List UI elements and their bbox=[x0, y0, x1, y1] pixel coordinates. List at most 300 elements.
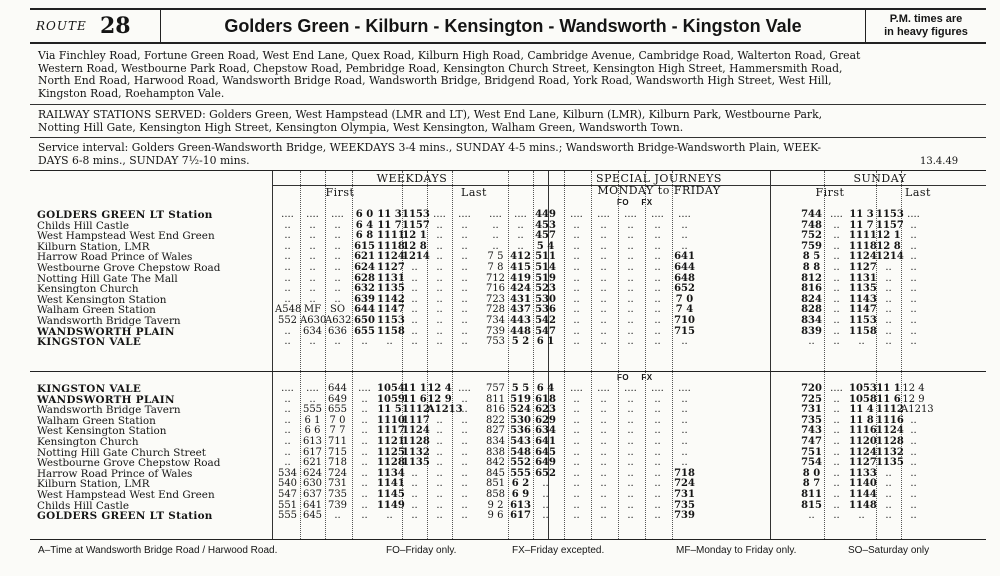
time-cell: 412 bbox=[510, 251, 531, 263]
time-cell: .. bbox=[627, 510, 634, 522]
time-cell: .. bbox=[436, 336, 443, 348]
time-cell: 641 bbox=[302, 499, 323, 511]
time-cell: .. bbox=[461, 262, 468, 273]
time-cell: A1213 bbox=[427, 404, 463, 416]
time-cell: 547 bbox=[277, 489, 298, 500]
time-cell: .. bbox=[600, 325, 607, 337]
time-cell: 552 bbox=[277, 315, 298, 326]
time-cell: 1157 bbox=[402, 219, 430, 231]
time-cell: 1111 bbox=[849, 230, 877, 242]
time-cell: .. bbox=[361, 436, 368, 447]
time-cell: .. bbox=[681, 230, 688, 242]
time-cell: 534 bbox=[277, 467, 298, 479]
time-cell: .. bbox=[627, 272, 634, 284]
time-cell: .. bbox=[309, 262, 316, 273]
time-cell: .. bbox=[627, 315, 634, 326]
time-cell: MF bbox=[303, 304, 322, 316]
time-cell: .. bbox=[833, 230, 840, 242]
service-interval: Service interval: Golders Green-Wandsworth Bridge, WEEKDAYS 3-4 mins., SUNDAY 4-5 mins.; Wandsworth Bridge-Wandsworth Plain, WEEK- DAYS 6-8 mins., SUNDAY 7½-10 mins. bbox=[38, 141, 822, 167]
station-name: Wandsworth Bridge Tavern bbox=[37, 404, 181, 417]
time-cell: .. bbox=[309, 393, 316, 405]
time-cell: 851 bbox=[485, 478, 506, 490]
time-cell: .. bbox=[284, 436, 291, 447]
time-cell: .. bbox=[461, 425, 468, 437]
time-cell: 816 bbox=[801, 283, 822, 295]
time-cell: 7 0 bbox=[329, 414, 346, 426]
time-cell: .. bbox=[627, 262, 634, 273]
time-cell: .. bbox=[284, 414, 291, 426]
fo-label-return: FO bbox=[616, 373, 630, 382]
time-cell: 1132 bbox=[402, 446, 430, 458]
time-cell: 1127 bbox=[377, 262, 405, 273]
time-cell: 641 bbox=[674, 251, 695, 263]
time-cell: 1140 bbox=[849, 478, 877, 490]
time-cell: 739 bbox=[485, 325, 506, 337]
time-cell: 824 bbox=[801, 293, 822, 305]
time-cell: 1124 bbox=[849, 251, 877, 263]
time-cell: 752 bbox=[801, 230, 822, 242]
time-cell: 7 7 bbox=[329, 425, 346, 437]
time-cell: .. bbox=[361, 499, 368, 511]
time-cell: 1144 bbox=[849, 489, 877, 500]
time-cell: .. bbox=[411, 325, 418, 337]
time-cell: .. bbox=[411, 489, 418, 500]
station-name: Notting Hill Gate Church Street bbox=[37, 446, 206, 459]
time-cell: 757 bbox=[485, 383, 506, 394]
time-cell: 649 bbox=[535, 457, 556, 469]
time-cell: 1145 bbox=[377, 489, 405, 500]
time-cell: .. bbox=[573, 446, 580, 458]
time-cell: .. bbox=[833, 393, 840, 405]
time-cell: .. bbox=[436, 304, 443, 316]
time-cell: .. bbox=[573, 393, 580, 405]
time-cell: 623 bbox=[535, 404, 556, 416]
time-cell: .. bbox=[334, 510, 341, 522]
sunday-heading: SUNDAY bbox=[853, 172, 907, 185]
time-cell: .. bbox=[411, 293, 418, 305]
time-cell: 621 bbox=[302, 457, 323, 469]
time-cell: .. bbox=[284, 446, 291, 458]
time-cell: 716 bbox=[485, 283, 506, 295]
time-cell: .. bbox=[654, 425, 661, 437]
time-cell: 735 bbox=[801, 414, 822, 426]
footnote-fx: FX–Friday excepted. bbox=[512, 545, 605, 556]
time-cell: .... bbox=[306, 383, 319, 394]
time-cell: 1112 bbox=[876, 404, 904, 416]
time-cell: 641 bbox=[535, 436, 556, 447]
time-cell: 1158 bbox=[849, 325, 877, 337]
time-cell: .. bbox=[654, 467, 661, 479]
time-cell: .. bbox=[654, 262, 661, 273]
time-cell: .. bbox=[833, 336, 840, 348]
time-cell: .. bbox=[600, 478, 607, 490]
time-cell: 731 bbox=[801, 404, 822, 416]
time-cell: 11 7 bbox=[849, 219, 874, 231]
time-cell: .. bbox=[461, 251, 468, 263]
time-cell: 1118 bbox=[377, 240, 405, 252]
time-cell: .. bbox=[461, 272, 468, 284]
time-cell: .. bbox=[334, 262, 341, 273]
time-cell: .. bbox=[334, 272, 341, 284]
time-cell: .. bbox=[284, 240, 291, 252]
time-cell: 11 6 bbox=[402, 393, 427, 405]
time-cell: .. bbox=[542, 510, 549, 522]
time-cell: .. bbox=[436, 293, 443, 305]
time-cell: .. bbox=[627, 436, 634, 447]
time-cell: .. bbox=[910, 510, 917, 522]
time-cell: .. bbox=[654, 240, 661, 252]
time-cell: .. bbox=[885, 336, 892, 348]
time-cell: .. bbox=[885, 293, 892, 305]
time-cell: .. bbox=[411, 262, 418, 273]
time-cell: .... bbox=[281, 383, 294, 394]
time-cell: .. bbox=[654, 336, 661, 348]
time-cell: .. bbox=[573, 230, 580, 242]
first-heading: First bbox=[325, 186, 355, 199]
time-cell: .. bbox=[600, 393, 607, 405]
time-cell: .. bbox=[833, 478, 840, 490]
time-cell: .. bbox=[910, 251, 917, 263]
time-cell: .. bbox=[461, 325, 468, 337]
time-cell: 652 bbox=[674, 283, 695, 295]
pm-note: P.M. times are in heavy figures bbox=[884, 13, 968, 38]
time-cell: .. bbox=[573, 336, 580, 348]
time-cell: .. bbox=[833, 262, 840, 273]
time-cell: .. bbox=[833, 325, 840, 337]
time-cell: 9 6 bbox=[487, 510, 504, 522]
time-cell: .. bbox=[436, 240, 443, 252]
time-cell: 655 bbox=[354, 325, 375, 337]
station-name: West Hampstead West End Green bbox=[37, 230, 215, 243]
time-cell: 1153 bbox=[377, 315, 405, 326]
time-cell: 617 bbox=[302, 446, 323, 458]
time-cell: .... bbox=[433, 209, 446, 220]
fo-label: FO bbox=[616, 198, 630, 207]
time-cell: .... bbox=[597, 383, 610, 394]
footnote-fo: FO–Friday only. bbox=[386, 545, 457, 556]
time-cell: .. bbox=[573, 467, 580, 479]
time-cell: 530 bbox=[535, 293, 556, 305]
time-cell: .. bbox=[885, 272, 892, 284]
time-cell: .. bbox=[600, 425, 607, 437]
time-cell: 617 bbox=[510, 510, 531, 522]
time-cell: 453 bbox=[535, 219, 556, 231]
time-cell: .. bbox=[573, 293, 580, 305]
time-cell: 5 4 bbox=[536, 240, 555, 252]
time-cell: 415 bbox=[510, 262, 531, 273]
time-cell: .. bbox=[461, 393, 468, 405]
station-name: KINGSTON VALE bbox=[37, 383, 142, 395]
time-cell: .... bbox=[514, 209, 527, 220]
time-cell: .. bbox=[885, 304, 892, 316]
time-cell: .. bbox=[627, 251, 634, 263]
time-cell: 652 bbox=[535, 467, 556, 479]
time-cell: 1135 bbox=[849, 283, 877, 295]
time-cell: 710 bbox=[674, 315, 695, 326]
time-cell: .. bbox=[600, 230, 607, 242]
time-cell: 540 bbox=[277, 478, 298, 490]
time-cell: .... bbox=[678, 209, 691, 220]
time-cell: .. bbox=[910, 336, 917, 348]
time-cell: .. bbox=[627, 240, 634, 252]
time-cell: .... bbox=[358, 383, 371, 394]
time-cell: .. bbox=[573, 457, 580, 469]
time-cell: .. bbox=[627, 219, 634, 231]
time-cell: 812 bbox=[801, 272, 822, 284]
time-cell: .. bbox=[885, 325, 892, 337]
time-cell: 11 4 bbox=[849, 404, 874, 416]
time-cell: .. bbox=[436, 457, 443, 469]
time-cell: 827 bbox=[485, 425, 506, 437]
time-cell: 11 7 bbox=[377, 219, 402, 231]
station-name: GOLDERS GREEN LT Station bbox=[37, 510, 213, 523]
route-header bbox=[30, 8, 986, 44]
time-cell: 1135 bbox=[876, 457, 904, 469]
time-cell: 618 bbox=[535, 393, 556, 405]
time-cell: .. bbox=[461, 240, 468, 252]
time-cell: .. bbox=[517, 219, 524, 231]
time-cell: .. bbox=[284, 293, 291, 305]
sunday-last-heading: Last bbox=[905, 186, 931, 199]
time-cell: .. bbox=[654, 404, 661, 416]
time-cell: .. bbox=[833, 240, 840, 252]
time-cell: 519 bbox=[510, 393, 531, 405]
time-cell: .. bbox=[284, 272, 291, 284]
time-cell: 11 6 bbox=[876, 393, 901, 405]
time-cell: 1125 bbox=[377, 446, 405, 458]
time-cell: 6 1 bbox=[304, 414, 321, 426]
time-cell: .. bbox=[681, 393, 688, 405]
time-cell: .... bbox=[830, 383, 843, 394]
time-cell: .. bbox=[681, 414, 688, 426]
time-cell: .. bbox=[910, 325, 917, 337]
time-cell: 443 bbox=[510, 315, 531, 326]
time-cell: 530 bbox=[510, 414, 531, 426]
station-name: Wandsworth Bridge Tavern bbox=[37, 315, 181, 327]
time-cell: 828 bbox=[801, 304, 822, 316]
time-cell: .. bbox=[910, 283, 917, 295]
time-cell: 1124 bbox=[402, 425, 430, 437]
time-cell: 1110 bbox=[377, 414, 405, 426]
time-cell: .. bbox=[573, 251, 580, 263]
time-cell: 725 bbox=[801, 393, 822, 405]
time-cell: .. bbox=[411, 315, 418, 326]
time-cell: 613 bbox=[302, 436, 323, 447]
time-cell: .. bbox=[573, 499, 580, 511]
time-cell: .. bbox=[627, 325, 634, 337]
time-cell: 1120 bbox=[849, 436, 877, 447]
time-cell: 1135 bbox=[377, 283, 405, 295]
time-cell: 1214 bbox=[402, 251, 430, 263]
time-cell: .. bbox=[910, 304, 917, 316]
time-cell: .. bbox=[910, 315, 917, 326]
divider bbox=[30, 104, 986, 105]
time-cell: 842 bbox=[485, 457, 506, 469]
time-cell: .. bbox=[833, 293, 840, 305]
time-cell: .. bbox=[461, 293, 468, 305]
time-cell: .. bbox=[411, 336, 418, 348]
time-cell: 11 8 bbox=[849, 414, 874, 426]
time-cell: 11 3 bbox=[849, 209, 874, 220]
time-cell: .. bbox=[858, 336, 865, 348]
time-cell: 543 bbox=[510, 436, 531, 447]
time-cell: .. bbox=[600, 510, 607, 522]
time-cell: .. bbox=[334, 336, 341, 348]
station-name: KINGSTON VALE bbox=[37, 336, 142, 349]
time-cell: 524 bbox=[510, 404, 531, 416]
time-cell: .. bbox=[627, 230, 634, 242]
time-cell: .. bbox=[436, 325, 443, 337]
time-cell: .. bbox=[461, 304, 468, 316]
time-cell: .. bbox=[436, 414, 443, 426]
time-cell: A630 bbox=[300, 315, 327, 326]
station-name: Kensington Church bbox=[37, 436, 139, 448]
time-cell: .. bbox=[681, 436, 688, 447]
time-cell: .. bbox=[910, 436, 917, 447]
time-cell: 555 bbox=[302, 404, 323, 416]
fx-label: FX bbox=[641, 198, 653, 207]
time-cell: 1158 bbox=[377, 325, 405, 337]
time-cell: .. bbox=[885, 510, 892, 522]
time-cell: .. bbox=[361, 489, 368, 500]
time-cell: 1135 bbox=[402, 457, 430, 469]
time-cell: .. bbox=[681, 219, 688, 231]
time-cell: .. bbox=[411, 510, 418, 522]
time-cell: 555 bbox=[277, 510, 298, 522]
time-cell: .. bbox=[833, 457, 840, 469]
time-cell: 735 bbox=[674, 499, 695, 511]
station-name: Harrow Road Prince of Wales bbox=[37, 251, 193, 264]
time-cell: 1131 bbox=[849, 272, 877, 284]
time-cell: 8 8 bbox=[802, 262, 821, 273]
time-cell: 655 bbox=[327, 404, 348, 416]
time-cell: 11 5 bbox=[377, 404, 402, 416]
time-cell: .. bbox=[542, 489, 549, 500]
station-name: Kilburn Station, LMR bbox=[37, 240, 150, 253]
time-cell: .. bbox=[681, 425, 688, 437]
time-cell: 838 bbox=[485, 446, 506, 458]
time-cell: .. bbox=[573, 436, 580, 447]
time-cell: .. bbox=[627, 393, 634, 405]
time-cell: .. bbox=[461, 230, 468, 242]
time-cell: 12 9 bbox=[427, 393, 452, 405]
time-cell: .. bbox=[461, 336, 468, 348]
time-cell: 712 bbox=[485, 272, 506, 284]
time-cell: 5 5 bbox=[511, 383, 530, 394]
time-cell: .. bbox=[833, 467, 840, 479]
time-cell: .. bbox=[309, 240, 316, 252]
time-cell: .. bbox=[910, 489, 917, 500]
time-cell: .. bbox=[858, 510, 865, 522]
time-cell: .. bbox=[284, 283, 291, 295]
time-cell: .. bbox=[309, 283, 316, 295]
time-cell: .. bbox=[436, 262, 443, 273]
time-cell: .. bbox=[411, 478, 418, 490]
column-rule bbox=[770, 171, 771, 539]
time-cell: 748 bbox=[801, 219, 822, 231]
time-cell: .. bbox=[627, 304, 634, 316]
time-cell: 718 bbox=[327, 457, 348, 469]
route-title: Golders Green - Kilburn - Kensington - Wandsworth - Kingston Vale bbox=[160, 10, 866, 42]
time-cell: .. bbox=[885, 262, 892, 273]
time-cell: 1124 bbox=[377, 251, 405, 263]
time-cell: .. bbox=[654, 251, 661, 263]
time-cell: 1053 bbox=[849, 383, 877, 394]
time-cell: .. bbox=[461, 283, 468, 295]
time-cell: 621 bbox=[354, 251, 375, 263]
time-cell: .. bbox=[542, 478, 549, 490]
time-cell: 449 bbox=[535, 209, 556, 220]
time-cell: .. bbox=[411, 272, 418, 284]
footnote-mf: MF–Monday to Friday only. bbox=[676, 545, 797, 556]
time-cell: .. bbox=[600, 315, 607, 326]
time-cell: 6 6 bbox=[304, 425, 321, 437]
time-cell: .... bbox=[624, 209, 637, 220]
time-cell: .. bbox=[361, 404, 368, 416]
time-cell: .. bbox=[436, 489, 443, 500]
time-cell: .. bbox=[910, 478, 917, 490]
time-cell: .. bbox=[573, 425, 580, 437]
time-cell: .. bbox=[681, 240, 688, 252]
time-cell: 1116 bbox=[849, 425, 877, 437]
station-name: Childs Hill Castle bbox=[37, 499, 130, 512]
time-cell: .. bbox=[436, 219, 443, 231]
time-cell: .. bbox=[681, 446, 688, 458]
issue-date: 13.4.49 bbox=[920, 156, 959, 167]
time-cell: .. bbox=[600, 219, 607, 231]
time-cell: 12 8 bbox=[402, 240, 427, 252]
time-cell: .. bbox=[654, 230, 661, 242]
time-cell: .. bbox=[627, 467, 634, 479]
time-cell: 1147 bbox=[849, 304, 877, 316]
time-cell: .. bbox=[573, 414, 580, 426]
time-cell: .. bbox=[361, 510, 368, 522]
time-cell: .. bbox=[573, 283, 580, 295]
time-cell: 637 bbox=[302, 489, 323, 500]
time-cell: 735 bbox=[327, 489, 348, 500]
station-name: Westbourne Grove Chepstow Road bbox=[37, 457, 221, 470]
station-name: Kensington Church bbox=[37, 283, 139, 296]
time-cell: 1153 bbox=[849, 315, 877, 326]
time-cell: 639 bbox=[354, 293, 375, 305]
time-cell: .. bbox=[573, 272, 580, 284]
time-cell: 728 bbox=[485, 304, 506, 316]
time-cell: 1128 bbox=[377, 457, 405, 469]
time-cell: 1134 bbox=[377, 467, 405, 479]
footnote-a: A–Time at Wandsworth Bridge Road / Harwood Road. bbox=[38, 545, 278, 556]
time-cell: 542 bbox=[535, 315, 556, 326]
time-cell: .. bbox=[654, 436, 661, 447]
time-cell: .. bbox=[461, 478, 468, 490]
time-cell: 437 bbox=[510, 304, 531, 316]
time-cell: .. bbox=[542, 499, 549, 511]
time-cell: 457 bbox=[535, 230, 556, 242]
time-cell: 1128 bbox=[876, 436, 904, 447]
time-cell: 536 bbox=[510, 425, 531, 437]
time-cell: .. bbox=[910, 293, 917, 305]
time-cell: 12 1 bbox=[402, 230, 427, 242]
time-cell: .. bbox=[436, 499, 443, 511]
time-cell: .. bbox=[654, 478, 661, 490]
time-cell: .... bbox=[624, 383, 637, 394]
time-cell: .. bbox=[910, 240, 917, 252]
time-cell: .. bbox=[627, 283, 634, 295]
time-cell: .. bbox=[833, 315, 840, 326]
time-cell: .. bbox=[654, 393, 661, 405]
station-name: WANDSWORTH PLAIN bbox=[37, 393, 175, 406]
time-cell: 628 bbox=[354, 272, 375, 284]
time-cell: 1117 bbox=[377, 425, 405, 437]
